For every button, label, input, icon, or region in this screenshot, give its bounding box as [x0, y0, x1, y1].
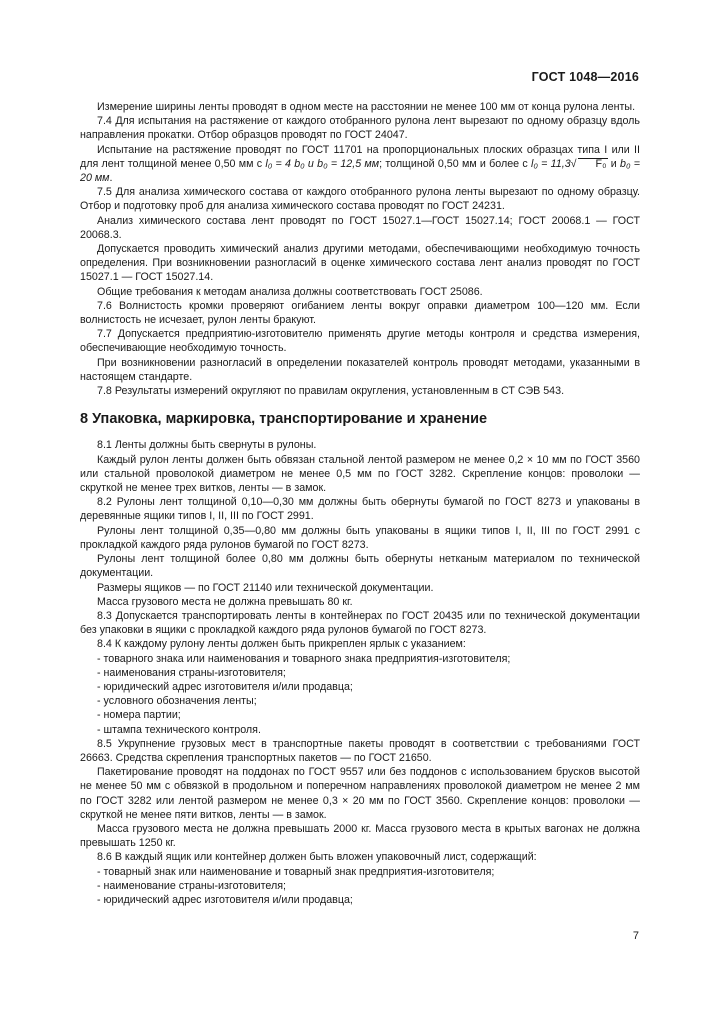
- section-heading: 8 Упаковка, маркировка, транспортирование и хранение: [80, 411, 488, 428]
- text: и: [607, 157, 621, 170]
- paragraph: Масса грузового места не должна превышать 80 кг.: [97, 595, 353, 608]
- paragraph: 7.7 Допускается предприятию-изготовителю применять другие методы контроля и средства измерения, обеспечивающие необходимую точность.: [80, 328, 640, 355]
- paragraph: 7.5 Для анализа химического состава от каждого отобранного рулона ленты вырезают по одному образцу. Отбор и подготовку проб для анализа химического состава проводят по ГОСТ 24231.: [80, 186, 640, 213]
- paragraph: 8.3 Допускается транспортировать ленты в контейнерах по ГОСТ 20435 или по технической документации без упаковки в ящики с прокладкой каждого ряда рулонов бумагой по ГОСТ 8273.: [80, 609, 640, 637]
- list-item: - товарного знака или наименования и товарного знака предприятия-изготовителя;: [97, 652, 511, 665]
- paragraph: Пакетирование проводят на поддонах по ГОСТ 9557 или без поддонов с использованием брусков высотой не менее 50 мм с обвязкой в продольном и поперечном направлениях проволокой диаметром не менее 2 мм по ГОСТ 3282 или лентой размером не менее 0,3 × 20 мм по ГОСТ 3560. Скрепление концов: проволоки — скруткой не менее пяти витков, ленты — в замок.: [80, 766, 640, 821]
- text: .: [109, 172, 113, 185]
- list-item: - штампа технического контроля.: [97, 723, 261, 736]
- document-code-header: ГОСТ 1048—2016: [531, 70, 639, 84]
- paragraph: 8.6 В каждый ящик или контейнер должен быть вложен упаковочный лист, содержащий:: [97, 851, 537, 864]
- paragraph: Анализ химического состава лент проводят по ГОСТ 15027.1—ГОСТ 15027.14; ГОСТ 20068.1 — ГОСТ 20068.3.: [80, 214, 640, 241]
- paragraph: 8.4 К каждому рулону ленты должен быть прикреплен ярлык с указанием:: [97, 638, 466, 651]
- paragraph: Масса грузового места не должна превышать 2000 кг. Масса грузового места в крытых вагонах не должна превышать 1250 кг.: [80, 822, 640, 850]
- list-item: - юридический адрес изготовителя и/или продавца;: [97, 893, 353, 906]
- paragraph: 7.6 Волнистость кромки проверяют огибанием ленты вокруг оправки диаметром 100—120 мм. Если волнистость не исчезает, рулон ленты бракуют.: [80, 299, 640, 327]
- radical-term: F₀: [578, 158, 608, 170]
- formula: b₀ = 20 мм: [80, 157, 640, 185]
- paragraph: Каждый рулон ленты должен быть обвязан стальной лентой размером не менее 0,2 × 10 мм по ГОСТ 3560 или стальной проволокой диаметром не менее 0,5 мм по ГОСТ 3282. Скрепление концов: проволоки — скруткой не менее трех витков, ленты — в замок.: [80, 453, 640, 495]
- paragraph: При возникновении разногласий в определении показателей контроль проводят методами, указанными в настоящем стандарте.: [80, 356, 640, 383]
- document-body: [80, 100, 640, 907]
- tensile-test-paragraph: Испытание на растяжение проводят по ГОСТ 11701 на пропорциональных плоских образцах типа I или II для лент толщиной менее 0,50 мм с l₀ = 4 b₀ и b₀ = 12,5 мм; толщиной 0,50 мм и более с l₀ = 11,3√ F₀ и b₀ = 20 мм.: [80, 143, 640, 185]
- paragraph: 7.8 Результаты измерений округляют по правилам округления, установленным в СТ СЭВ 543.: [97, 385, 565, 398]
- formula: l₀ = 11,3: [531, 157, 571, 170]
- list-item: - юридический адрес изготовителя и/или продавца;: [97, 680, 353, 693]
- paragraph: 8.5 Укрупнение грузовых мест в транспортные пакеты проводят в соответствии с требованиями ГОСТ 26663. Средства скрепления транспортных пакетов — по ГОСТ 21650.: [80, 737, 640, 764]
- paragraph: Измерение ширины ленты проводят в одном месте на расстоянии не менее 100 мм от конца рулона ленты.: [97, 101, 636, 113]
- paragraph: Рулоны лент толщиной 0,35—0,80 мм должны быть упакованы в ящики типов I, II, III по ГОСТ 2991 с прокладкой каждого ряда рулонов бумагой по ГОСТ 8273.: [80, 524, 640, 551]
- list-item: - наименование страны-изготовителя;: [97, 879, 287, 892]
- paragraph: Общие требования к методам анализа должны соответствовать ГОСТ 25086.: [97, 285, 483, 298]
- list-item: - товарный знак или наименование и товарный знак предприятия-изготовителя;: [97, 865, 495, 878]
- list-item: - номера партии;: [97, 709, 181, 722]
- page-number: 7: [632, 930, 639, 942]
- paragraph: Рулоны лент толщиной более 0,80 мм должны быть обернуты нетканым материалом по технической документации.: [80, 553, 640, 580]
- paragraph: Допускается проводить химический анализ другими методами, обеспечивающими необходимую точность определения. При возникновении разногласий в оценке химического состава лент анализ проводят по ГОСТ 15027.1 — ГОСТ 15027.14.: [80, 243, 640, 284]
- text: ; толщиной 0,50 мм и более с: [379, 157, 531, 170]
- paragraph: 8.1 Ленты должны быть свернуты в рулоны.: [97, 439, 317, 452]
- paragraph: Размеры ящиков — по ГОСТ 21140 или технической документации.: [97, 581, 434, 594]
- formula: l₀ = 4 b₀ и b₀ = 12,5 мм: [265, 157, 380, 170]
- list-item: - наименования страны-изготовителя;: [97, 666, 286, 679]
- paragraph: 8.2 Рулоны лент толщиной 0,10—0,30 мм должны быть обернуты бумагой по ГОСТ 8273 и упакованы в деревянные ящики типов I, II, III по ГОСТ 2991.: [80, 496, 640, 523]
- list-item: - условного обозначения ленты;: [97, 695, 257, 708]
- text: Испытание на растяжение проводят по ГОСТ 11701 на пропорциональных плоских образцах типа I или II для лент толщиной менее 0,50 мм с: [80, 143, 640, 170]
- paragraph: 7.4 Для испытания на растяжение от каждого отобранного рулона лент вырезают по одному образцу вдоль направления прокатки. Отбор образцов проводят по ГОСТ 24047.: [80, 115, 640, 142]
